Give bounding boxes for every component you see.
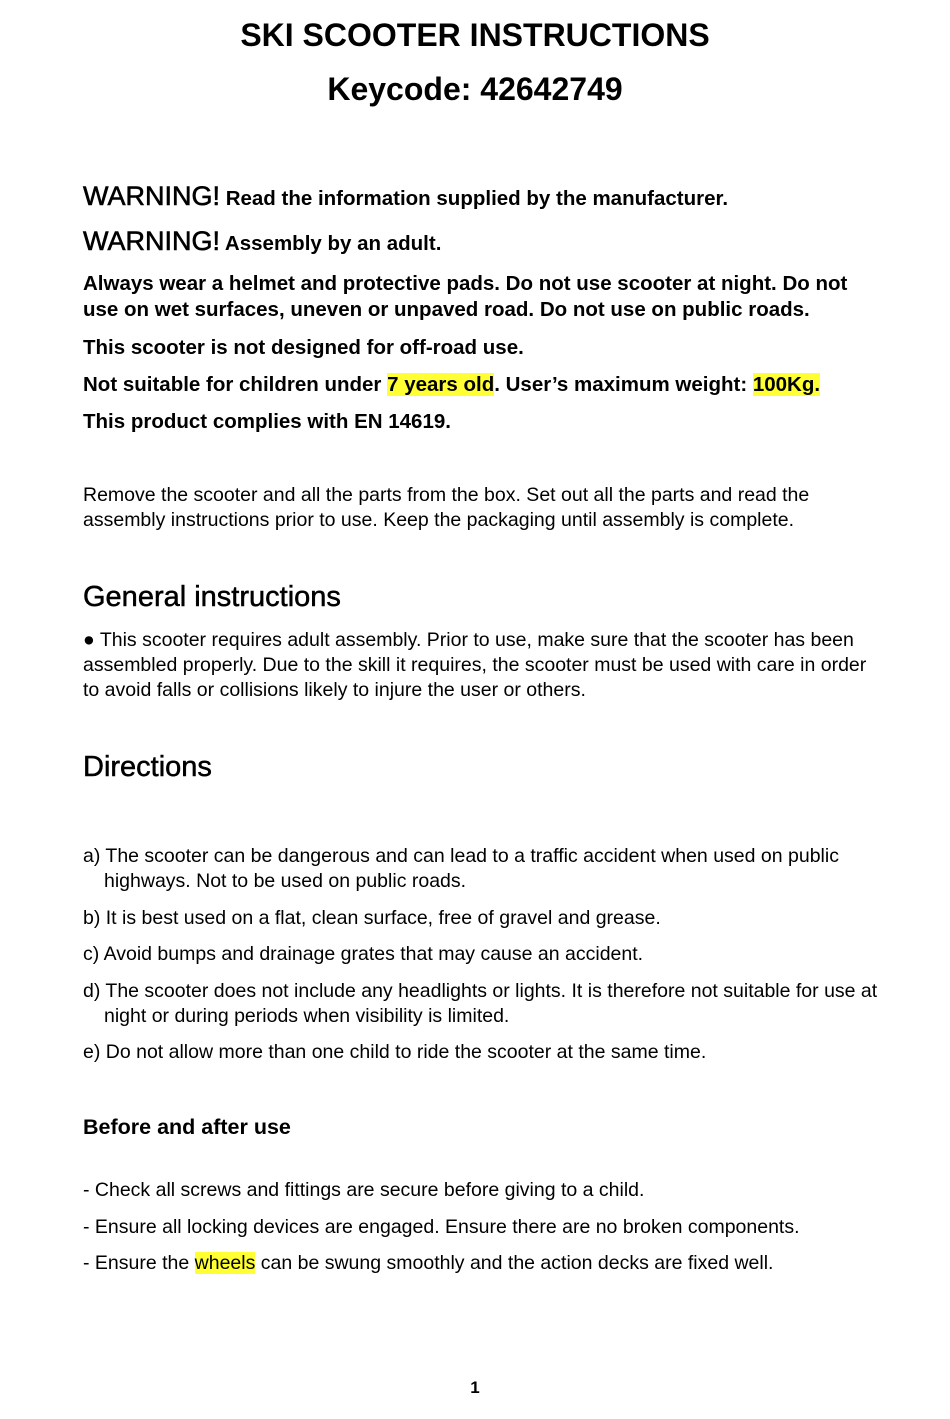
safety-line-1: Always wear a helmet and protective pads. Do not use scooter at night. Do not use on wet surfaces, uneven or unpaved road. Do not use on public roads. xyxy=(83,272,848,321)
general-heading: General instructions xyxy=(83,581,341,613)
highlight-age: 7 years old xyxy=(387,373,495,396)
highlight-wheels: wheels xyxy=(194,1252,256,1274)
warning-label: WARNING! xyxy=(83,181,220,211)
warning-1 xyxy=(83,181,883,212)
direction-item: b) It is best used on a flat, clean surface, free of gravel and grease. xyxy=(83,907,661,929)
page-number: 1 xyxy=(470,1378,480,1397)
direction-item: d) The scooter does not include any headlights or lights. It is therefore not suitable for use at night or during periods when visibility is limited. xyxy=(83,980,878,1027)
keycode: Keycode: 42642749 xyxy=(327,71,623,107)
check-item xyxy=(83,1251,883,1276)
direction-item: a) The scooter can be dangerous and can lead to a traffic accident when used on public highways. Not to be used on public roads. xyxy=(83,845,839,892)
warning-label: WARNING! xyxy=(83,226,220,256)
safety-line-2: This scooter is not designed for off-road use. xyxy=(83,336,524,359)
before-after-heading: Before and after use xyxy=(83,1115,291,1139)
directions-heading: Directions xyxy=(83,751,212,783)
warning-2 xyxy=(83,226,883,257)
direction-item: c) Avoid bumps and drainage grates that may cause an accident. xyxy=(83,943,644,965)
text: - Ensure the xyxy=(83,1252,195,1274)
safety-line-4: This product complies with EN 14619. xyxy=(83,410,451,433)
warning-text: Assembly by an adult. xyxy=(220,232,442,255)
direction-item: e) Do not allow more than one child to ride the scooter at the same time. xyxy=(83,1041,707,1063)
text: Not suitable for children under xyxy=(83,373,388,396)
document-title: SKI SCOOTER INSTRUCTIONS xyxy=(240,17,710,53)
text: . User’s maximum weight: xyxy=(494,373,753,396)
check-item: - Ensure all locking devices are engaged. Ensure there are no broken components. xyxy=(83,1216,800,1238)
intro-paragraph: Remove the scooter and all the parts from the box. Set out all the parts and read the assembly instructions prior to use. Keep the packaging until assembly is complete. xyxy=(83,484,810,531)
general-paragraph: ● This scooter requires adult assembly. Prior to use, make sure that the scooter has been assembled properly. Due to the skill it requires, the scooter must be used with care in order to avoid falls or collisions likely to injure the user or others. xyxy=(83,629,867,701)
warning-text: Read the information supplied by the manufacturer. xyxy=(220,187,729,210)
check-item: - Check all screws and fittings are secure before giving to a child. xyxy=(83,1179,645,1201)
text: can be swung smoothly and the action decks are fixed well. xyxy=(255,1252,774,1274)
safety-line-3 xyxy=(83,372,883,398)
highlight-weight: 100Kg. xyxy=(752,373,821,396)
